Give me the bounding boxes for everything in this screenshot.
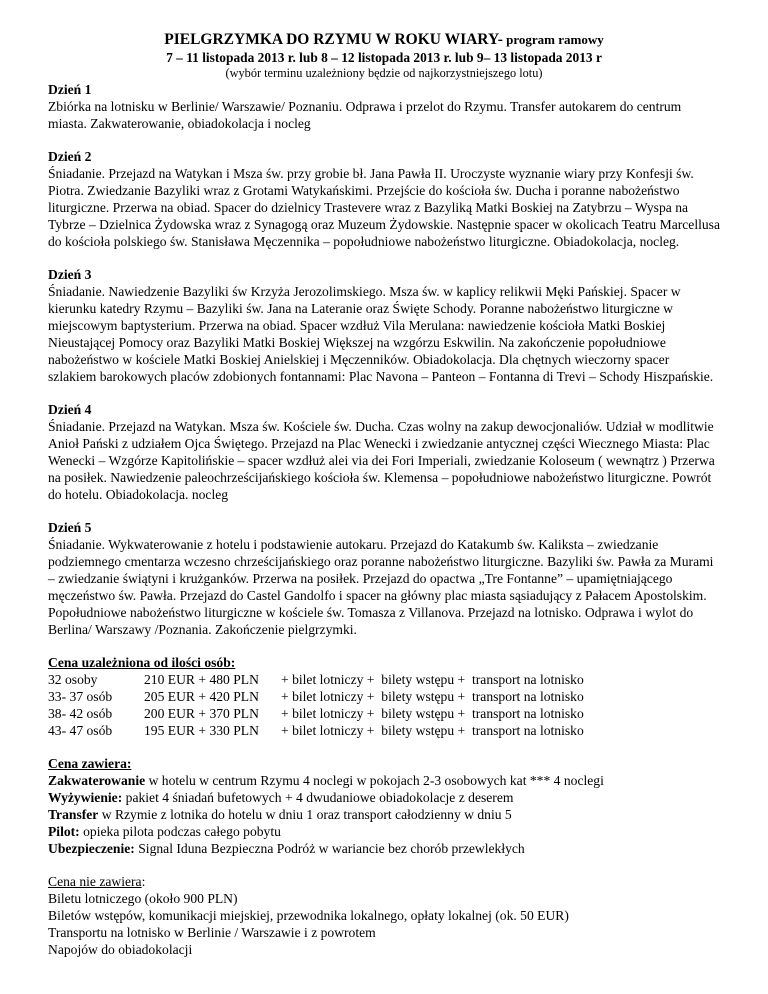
day-heading: Dzień 1 — [48, 82, 92, 97]
list-item — [48, 806, 720, 823]
day-heading: Dzień 4 — [48, 402, 92, 417]
price-extras: + bilet lotniczy + bilety wstępu + transport na lotnisko — [281, 672, 584, 687]
group-size: 33- 37 osób — [48, 689, 113, 704]
day-4 — [48, 401, 720, 503]
excludes-section — [48, 873, 720, 958]
includes-section — [48, 755, 720, 857]
day-text: Zbiórka na lotnisku w Berlinie/ Warszawie/ Poznaniu. Odprawa i przelot do Rzymu. Transfer autokarem do centrum miasta. Zakwaterowanie, obiadokolacja i nocleg — [48, 99, 682, 131]
item-text: w Rzymie z lotnika do hotelu w dniu 1 oraz transport całodzienny w dniu 5 — [98, 807, 512, 822]
price-extras: + bilet lotniczy + bilety wstępu + transport na lotnisko — [281, 689, 584, 704]
excludes-heading-line — [48, 873, 720, 890]
item-text: Signal Iduna Bezpieczna Podróż w wariancie bez chorób przewlekłych — [134, 841, 525, 856]
price-extras: + bilet lotniczy + bilety wstępu + transport na lotnisko — [281, 706, 584, 721]
day-text: Śniadanie. Wykwaterowanie z hotelu i podstawienie autokaru. Przejazd do Katakumb św. Kaliksta – zwiedzanie podziemnego cmentarza wczesno chrześcijańskiego oraz poranne nabożeństwo liturgiczne. Bazyliki św. Pawła za Murami – zwiedzanie świątyni i krużganków. Przerwa na posiłek. Przejazd do opactwa „Tre Fontanne” – upamiętniającego męczeństwo św. Pawła. Przejazd do Castel Gandolfo i spacer na główny plac miasta sąsiadujący z Pałacem Apostolskim. Popołudniowe nabożeństwo liturgiczne w kościele św. Tomasza z Villanova. Przejazd na lotnisko. Odprawa i wylot do Berlina/ Warszawy /Poznania. Zakończenie pielgrzymki. — [48, 537, 714, 637]
title-suffix: program ramowy — [502, 32, 604, 47]
group-size: 32 osoby — [48, 672, 98, 687]
price-value: 200 EUR + 370 PLN — [144, 706, 259, 721]
document-title — [48, 31, 720, 49]
item-label: Transfer — [48, 807, 99, 822]
date-note: (wybór terminu uzależniony będzie od najkorzystniejszego lotu) — [225, 66, 543, 80]
list-item: Napojów do obiadokolacji — [48, 942, 193, 957]
date-options: 7 – 11 listopada 2013 r. lub 8 – 12 listopada 2013 r. lub 9– 13 listopada 2013 r — [166, 50, 602, 65]
day-5 — [48, 519, 720, 638]
day-heading: Dzień 2 — [48, 149, 92, 164]
price-value: 210 EUR + 480 PLN — [144, 672, 259, 687]
list-item — [48, 772, 720, 789]
item-text: pakiet 4 śniadań bufetowych + 4 dwudaniowe obiadokolacje z deserem — [122, 790, 514, 805]
day-text: Śniadanie. Przejazd na Watykan i Msza św. przy grobie bł. Jana Pawła II. Uroczyste wyznanie wiary przy Konfesji św. Piotra. Zwiedzanie Bazyliki wraz z Grotami Watykańskimi. Przejście do kościoła św. Ducha i poranne nabożeństwo liturgiczne. Przerwa na obiad. Spacer do dzielnicy Trastevere wraz z Bazyliką Matki Boskiej na Zatybrzu – Wyspa na Tybrze – Dzielnica Żydowska wraz z Synagogą oraz Muzeum Żydowskie. Następnie spacer w okolicach Teatru Marcellusa do kościoła polskiego św. Stanisława Męczennika – popołudniowe nabożeństwo liturgiczne. Obiadokolacja, nocleg. — [48, 166, 720, 249]
item-label: Ubezpieczenie: — [48, 841, 135, 856]
day-text: Śniadanie. Przejazd na Watykan. Msza św. Kościele św. Ducha. Czas wolny na zakup dewocjonaliów. Udział w modlitwie Anioł Pański z udziałem Ojca Świętego. Przejazd na Plac Wenecki i zwiedzanie antycznej części Wiecznego Miasta: Plac Wenecki – Wzgórze Kapitolińskie – spacer wzdłuż alei via dei Fori Imperiali, zwiedzanie Koloseum ( wewnątrz ) Przerwa na posiłek. Nawiedzenie paleochrześcijańskiego kościoła św. Klemensa – popołudniowe nabożeństwo liturgiczne. Powrót do hotelu. Obiadokolacja. nocleg — [48, 419, 715, 502]
list-item — [48, 789, 720, 806]
group-size: 38- 42 osób — [48, 706, 113, 721]
price-value: 195 EUR + 330 PLN — [144, 723, 259, 738]
day-1 — [48, 81, 720, 132]
table-row — [48, 705, 584, 722]
excludes-heading: Cena nie zawiera — [48, 874, 142, 889]
table-row — [48, 671, 584, 688]
item-label: Wyżywienie: — [48, 790, 123, 805]
day-2 — [48, 148, 720, 250]
list-item: Biletów wstępów, komunikacji miejskiej, przewodnika lokalnego, opłaty lokalnej (ok. 50 EUR) — [48, 908, 569, 923]
item-text: w hotelu w centrum Rzymu 4 noclegi w pokojach 2-3 osobowych kat *** 4 noclegi — [145, 773, 604, 788]
list-item — [48, 840, 720, 857]
day-text: Śniadanie. Nawiedzenie Bazyliki św Krzyża Jerozolimskiego. Msza św. w kaplicy relikwii Męki Pańskiej. Spacer w kierunku katedry Rzymu – Bazyliki św. Jana na Lateranie oraz Święte Schody. Poranne nabożeństwo liturgiczne w miejscowym baptysterium. Przerwa na obiad. Spacer wzdłuż Vila Merulana: nawiedzenie kościoła Matki Boskiej Nieustającej Pomocy oraz Bazyliki Matki Boskiej Większej na wzgórzu Eskwilin. Na zakończenie popołudniowe nabożeństwo w kościele Matki Boskiej Anielskiej i Męczenników. Obiadokolacja. Dla chętnych wieczorny spacer szlakiem barokowych placów zdobionych fontannami: Plac Navona – Panteon – Fontanna di Trevi – Schody Hiszpańskie. — [48, 284, 714, 384]
item-text: opieka pilota podczas całego pobytu — [79, 824, 281, 839]
list-item: Biletu lotniczego (około 900 PLN) — [48, 891, 238, 906]
table-row — [48, 722, 584, 739]
price-heading: Cena uzależniona od ilości osób: — [48, 655, 236, 670]
excludes-heading-colon: : — [141, 874, 146, 889]
group-size: 43- 47 osób — [48, 723, 113, 738]
price-extras: + bilet lotniczy + bilety wstępu + transport na lotnisko — [281, 723, 584, 738]
includes-heading: Cena zawiera: — [48, 756, 132, 771]
price-table — [48, 671, 584, 739]
day-3 — [48, 266, 720, 385]
item-label: Pilot: — [48, 824, 80, 839]
price-value: 205 EUR + 420 PLN — [144, 689, 259, 704]
title-main: PIELGRZYMKA DO RZYMU W ROKU WIARY- — [164, 31, 503, 48]
list-item — [48, 823, 720, 840]
day-heading: Dzień 3 — [48, 267, 92, 282]
list-item: Transportu na lotnisko w Berlinie / Warszawie i z powrotem — [48, 925, 376, 940]
price-section — [48, 654, 720, 739]
table-row — [48, 688, 584, 705]
day-heading: Dzień 5 — [48, 520, 92, 535]
item-label: Zakwaterowanie — [48, 773, 146, 788]
